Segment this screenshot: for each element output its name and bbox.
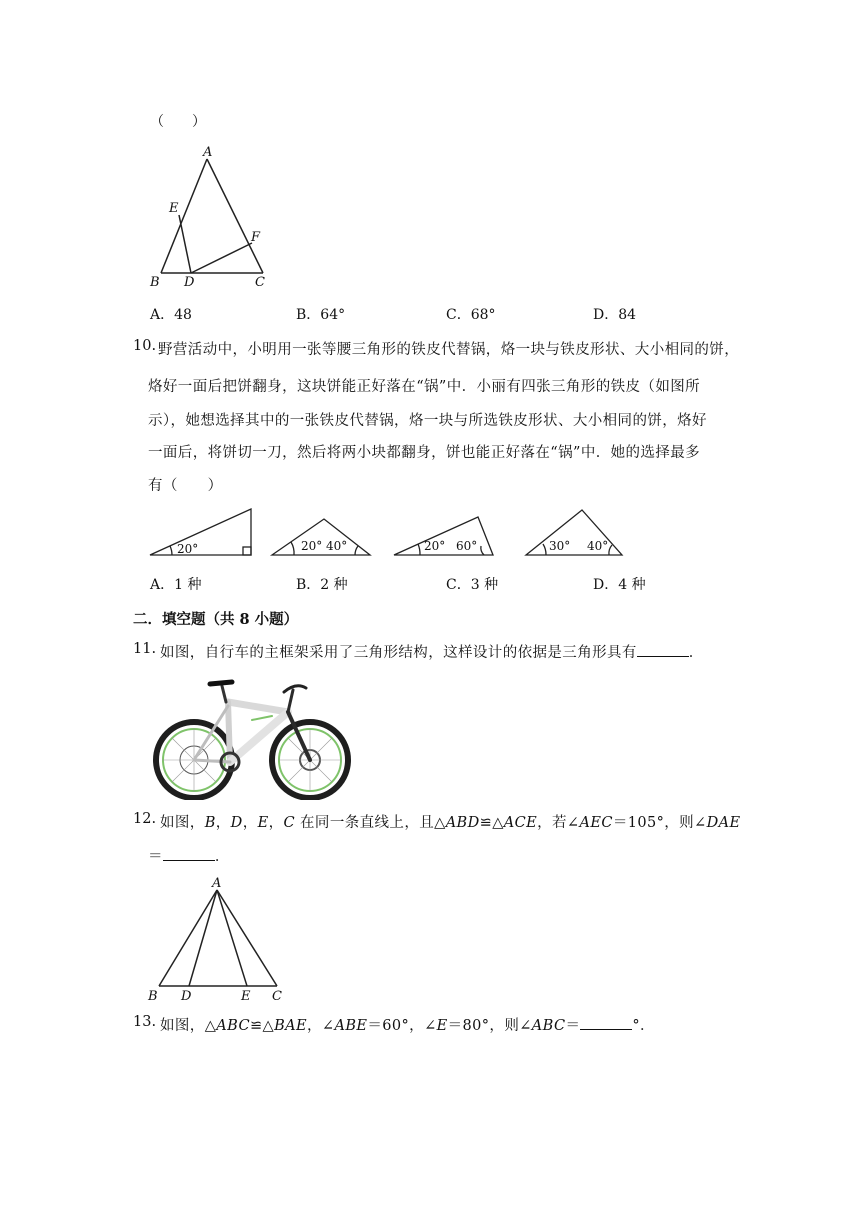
tri2-angle-label-1: 20° [301, 539, 323, 553]
label-d: D [181, 989, 192, 1004]
q10-option-a: A．1 种 [150, 577, 202, 593]
tri4-angle-label-1: 30° [549, 539, 571, 553]
q12-var: ACE [503, 815, 538, 831]
q10-line-3: 示），她想选择其中的一张铁皮代替锅，烙一块与所选铁皮形状、大小相同的饼，烙好 [148, 413, 707, 429]
q13-var: ABC [531, 1018, 566, 1034]
q10-triangles-figure [148, 505, 628, 560]
tri3-angle-label-1: 20° [424, 539, 446, 553]
q10-line-2: 烙好一面后把饼翻身，这块饼能正好落在“锅”中．小丽有四张三角形的铁皮（如图所 [148, 379, 701, 395]
angle-arc [291, 542, 294, 555]
q12-var: C [283, 815, 296, 831]
q12-text: ＝105°，则∠ [612, 815, 707, 831]
q12-text: ，若∠ [537, 815, 580, 831]
q13-number: 13. [133, 1014, 157, 1030]
q9-answer-paren: （ ） [150, 114, 206, 130]
q11-text: 如图，自行车的主框架采用了三角形结构，这样设计的依据是三角形具有 [160, 645, 637, 661]
q13-text: ＝80°，则∠ [447, 1018, 532, 1034]
angle-arc [355, 546, 358, 555]
q12-answer-blank[interactable] [163, 846, 215, 861]
q10-line-1: 野营活动中，小明用一张等腰三角形的铁皮代替锅，烙一块与铁皮形状、大小相同的饼， [158, 342, 740, 358]
q12-text: ， [268, 815, 284, 831]
tri1-angle-label: 20° [177, 542, 199, 556]
tri2-angle-label-2: 40° [326, 539, 348, 553]
triangle-1 [150, 509, 251, 555]
label-b: B [148, 989, 158, 1004]
q10-option-d: D．4 种 [593, 577, 646, 593]
q12-text: ， [242, 815, 258, 831]
q12-equals: ＝ [148, 849, 163, 865]
label-d: D [184, 275, 195, 290]
q11-end: ． [688, 645, 704, 661]
segment-df [191, 243, 252, 273]
angle-arc [609, 545, 612, 555]
q12-text: 在同一条直线上，且△ [295, 815, 446, 831]
label-a: A [203, 145, 213, 160]
q11-answer-blank[interactable] [637, 642, 689, 657]
angle-arc [481, 546, 484, 555]
q13-text: ＝ [565, 1018, 581, 1034]
label-b: B [150, 275, 160, 290]
q10-option-c: C．3 种 [446, 577, 499, 593]
label-c: C [272, 989, 282, 1004]
right-angle-mark [243, 547, 251, 555]
q9-triangle-figure [145, 143, 275, 291]
q9-option-a: A．48 [150, 307, 192, 323]
q13-text: 如图，△ [160, 1018, 217, 1034]
q12-text: ≌△ [479, 815, 504, 831]
q9-option-c: C．68° [446, 307, 496, 323]
angle-arc [170, 546, 172, 555]
q12-text: 如图， [160, 815, 205, 831]
angle-arc [418, 544, 420, 555]
q10-option-b: B．2 种 [296, 577, 348, 593]
q12-text: ， [215, 815, 231, 831]
q13-answer-blank[interactable] [580, 1015, 632, 1030]
q11-line [160, 641, 704, 662]
q13-var: E [436, 1018, 448, 1034]
q12-triangle-figure [145, 874, 290, 1004]
label-f: F [251, 230, 261, 245]
side-ab [161, 159, 207, 273]
q9-option-d: D．84 [593, 307, 637, 323]
q12-var: E [257, 815, 269, 831]
q12-line-2 [148, 845, 230, 866]
segment-ed [179, 215, 191, 273]
tri3-angle-label-2: 60° [456, 539, 478, 553]
label-a: A [212, 876, 222, 891]
q9-option-b: B．64° [296, 307, 346, 323]
q12-number: 12. [133, 811, 157, 827]
q13-var: BAE [274, 1018, 307, 1034]
bicycle-image [148, 670, 354, 800]
q13-text: ，∠ [307, 1018, 335, 1034]
q12-var: DAE [706, 815, 741, 831]
angle-arc [543, 544, 546, 555]
q10-line-5: 有（ ） [148, 478, 223, 494]
q11-number: 11. [133, 641, 157, 657]
q13-var: ABE [334, 1018, 368, 1034]
q12-var: D [230, 815, 243, 831]
q12-line-1 [160, 811, 741, 832]
q12-var: ABD [445, 815, 480, 831]
q13-var: ABC [216, 1018, 250, 1034]
label-e: E [169, 201, 179, 216]
q12-end: ． [214, 849, 230, 865]
side-ac [207, 159, 263, 273]
label-c: C [255, 275, 265, 290]
q10-number: 10. [133, 338, 157, 354]
tri4-angle-label-2: 40° [587, 539, 609, 553]
q13-text: ≌△ [249, 1018, 275, 1034]
q10-line-4: 一面后，将饼切一刀，然后将两小块都翻身，饼也能正好落在“锅”中．她的选择最多 [148, 445, 701, 461]
q12-var: AEC [579, 815, 613, 831]
q12-var: B [204, 815, 216, 831]
label-e: E [241, 989, 251, 1004]
section-title-fill-in: 二．填空题（共 8 小题） [133, 611, 299, 628]
q13-text: ＝60°，∠ [367, 1018, 437, 1034]
q13-end: °． [632, 1018, 655, 1034]
q13-line [160, 1014, 655, 1035]
